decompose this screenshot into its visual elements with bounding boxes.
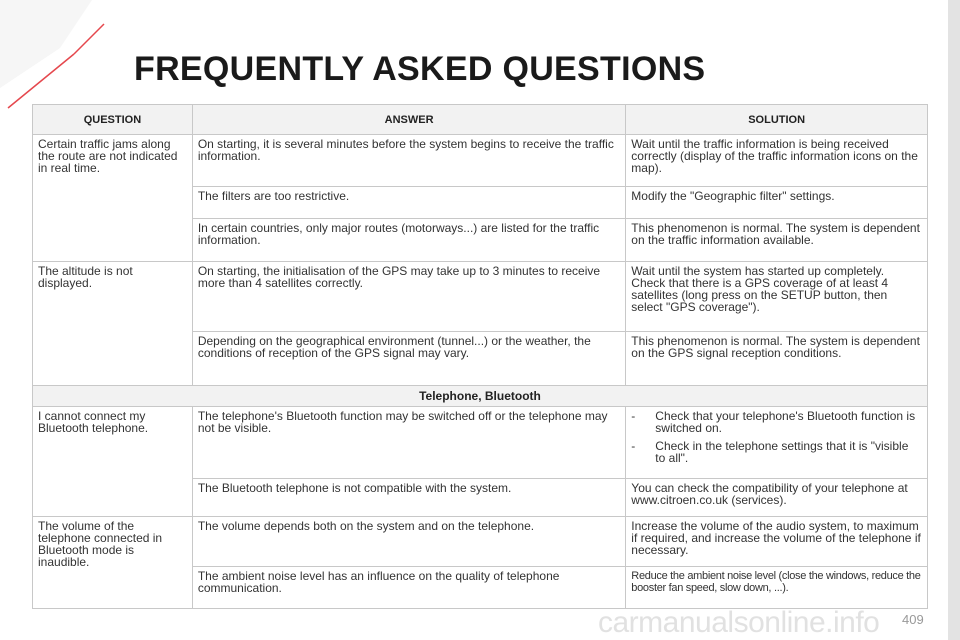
- bullet-text: Check in the telephone settings that it is "visible to all".: [655, 439, 909, 465]
- answer-cell: On starting, the initialisation of the GPS may take up to 3 minutes to receive more than 4 satellites correctly.: [192, 262, 625, 332]
- solution-bullet: [631, 440, 921, 464]
- solution-cell: This phenomenon is normal. The system is dependent on the traffic information available.: [626, 219, 928, 262]
- answer-cell: The Bluetooth telephone is not compatible with the system.: [192, 479, 625, 517]
- header-answer: ANSWER: [192, 105, 625, 135]
- solution-cell: You can check the compatibility of your telephone at www.citroen.co.uk (services).: [626, 479, 928, 517]
- header-question: QUESTION: [33, 105, 193, 135]
- question-cell: I cannot connect my Bluetooth telephone.: [33, 407, 193, 517]
- question-cell: The altitude is not displayed.: [33, 262, 193, 386]
- table-row: [33, 407, 928, 479]
- solution-cell: [626, 407, 928, 479]
- section-row: [33, 386, 928, 407]
- answer-cell: The filters are too restrictive.: [192, 187, 625, 219]
- corner-accent-decoration: [0, 0, 110, 110]
- answer-cell: In certain countries, only major routes (motorways...) are listed for the traffic information.: [192, 219, 625, 262]
- solution-cell: Reduce the ambient noise level (close the windows, reduce the booster fan speed, slow down, ...).: [626, 567, 928, 609]
- watermark: carmanualsonline.info: [598, 606, 880, 639]
- solution-cell: Wait until the traffic information is being received correctly (display of the traffic information icons on the map).: [626, 135, 928, 187]
- answer-cell: On starting, it is several minutes before the system begins to receive the traffic information.: [192, 135, 625, 187]
- table-row: [33, 517, 928, 567]
- section-title: Telephone, Bluetooth: [33, 386, 928, 407]
- table-row: [33, 262, 928, 332]
- question-cell: The volume of the telephone connected in Bluetooth mode is inaudible.: [33, 517, 193, 609]
- page-title: FREQUENTLY ASKED QUESTIONS: [134, 50, 706, 88]
- answer-cell: Depending on the geographical environment (tunnel...) or the weather, the conditions of reception of the GPS signal may vary.: [192, 332, 625, 386]
- bullet-dash: -: [631, 409, 636, 423]
- solution-cell: Increase the volume of the audio system, to maximum if required, and increase the volume of the telephone if necessary.: [626, 517, 928, 567]
- header-solution: SOLUTION: [626, 105, 928, 135]
- answer-cell: The ambient noise level has an influence on the quality of telephone communication.: [192, 567, 625, 609]
- bullet-dash: -: [631, 439, 636, 453]
- answer-cell: The telephone's Bluetooth function may be switched off or the telephone may not be visible.: [192, 407, 625, 479]
- page-number: 409: [902, 612, 924, 627]
- solution-cell: Modify the "Geographic filter" settings.: [626, 187, 928, 219]
- faq-table: [32, 104, 928, 609]
- solution-cell: This phenomenon is normal. The system is dependent on the GPS signal reception conditions.: [626, 332, 928, 386]
- bullet-text: Check that your telephone's Bluetooth function is switched on.: [655, 409, 916, 435]
- answer-cell: The volume depends both on the system and on the telephone.: [192, 517, 625, 567]
- solution-bullet: [631, 410, 921, 434]
- table-row: [33, 135, 928, 187]
- table-header-row: [33, 105, 928, 135]
- solution-cell: Wait until the system has started up completely. Check that there is a GPS coverage of at least 4 satellites (long press on the SETUP button, then select "GPS coverage").: [626, 262, 928, 332]
- page-edge-strip: [948, 0, 960, 640]
- question-cell: Certain traffic jams along the route are not indicated in real time.: [33, 135, 193, 262]
